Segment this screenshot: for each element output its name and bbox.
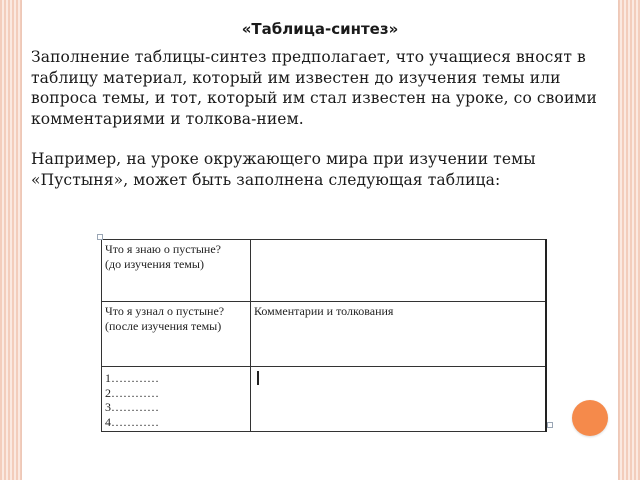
table-row — [102, 302, 547, 367]
table-row — [102, 367, 547, 432]
slide — [22, 0, 618, 480]
list-item: 3………… — [105, 400, 159, 414]
list-item: 2………… — [105, 385, 159, 400]
table-row — [102, 240, 547, 302]
comments-answer-cell[interactable] — [251, 367, 547, 432]
comments-header: Комментарии и толкования — [254, 304, 394, 318]
learned-after-cell[interactable] — [102, 302, 251, 367]
intro-paragraph: Заполнение таблицы-синтез предполагает, что учащиеся вносят в таблицу материал, который им известен до изучения темы или вопроса темы, и тот, который им стал известен на уроке, со своими комментариями и толкова-нием. — [31, 48, 597, 128]
list-item: 4………… — [105, 414, 159, 429]
slide-title: «Таблица-синтез» — [241, 20, 399, 38]
resize-handle-top-left[interactable] — [97, 234, 103, 240]
synthesis-table[interactable] — [101, 239, 547, 432]
slide-body-text — [31, 47, 606, 190]
paragraph-gap — [31, 129, 606, 149]
right-decorative-stripes — [618, 0, 640, 480]
known-before-label: Что я знаю о пустыне? — [105, 242, 221, 256]
learned-after-label: Что я узнал о пустыне? — [105, 304, 225, 318]
known-before-answer-cell[interactable] — [251, 240, 547, 302]
text-cursor — [257, 371, 259, 385]
list-item: 1………… — [105, 371, 159, 385]
learned-after-sublabel: (после изучения темы) — [105, 319, 222, 333]
numbered-list — [105, 371, 247, 429]
known-before-cell[interactable] — [102, 240, 251, 302]
known-before-sublabel: (до изучения темы) — [105, 257, 204, 271]
orange-circle-decoration — [572, 400, 608, 436]
left-decorative-stripes — [0, 0, 22, 480]
resize-handle-bottom-right[interactable] — [547, 422, 553, 428]
numbered-list-cell[interactable] — [102, 367, 251, 432]
synthesis-table-container[interactable] — [101, 239, 547, 429]
example-paragraph: Например, на уроке окружающего мира при изучении темы «Пустыня», может быть заполнена следующая таблица: — [31, 150, 536, 189]
comments-header-cell[interactable] — [251, 302, 547, 367]
